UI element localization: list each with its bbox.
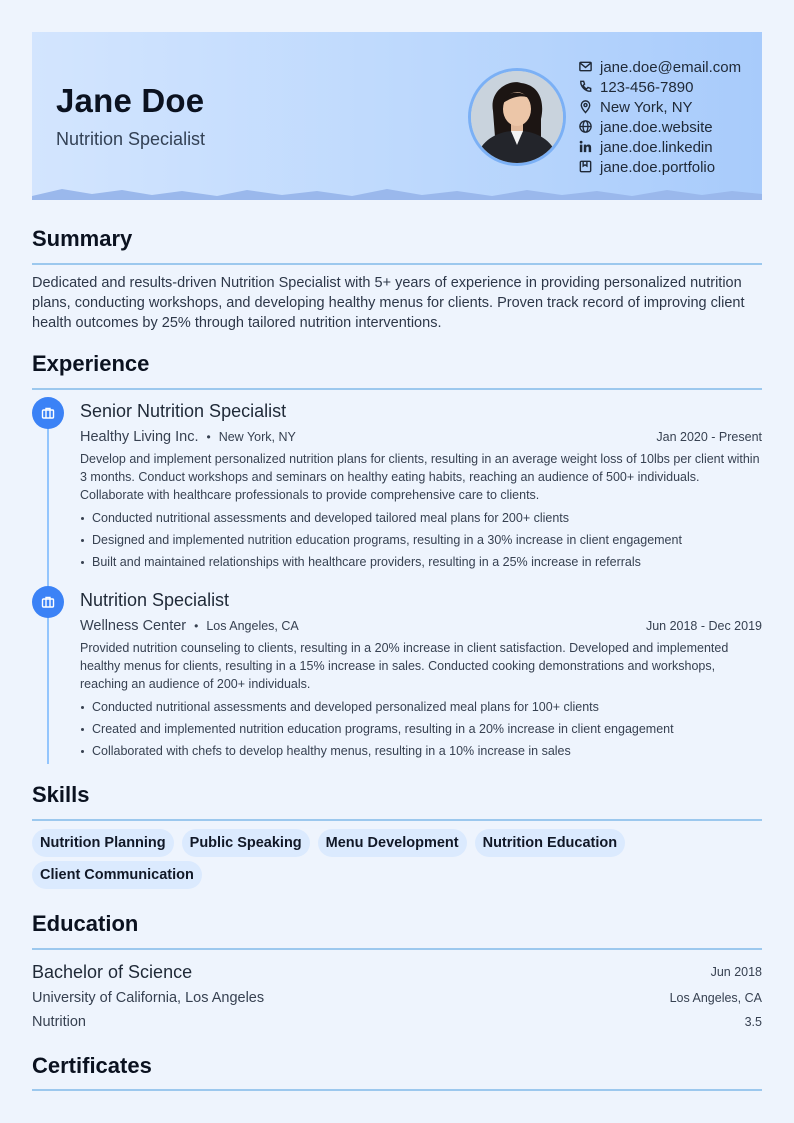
certificates-heading: Certificates <box>32 1053 152 1078</box>
job-dates: Jan 2020 - Present <box>656 430 762 444</box>
meta-separator: • <box>206 430 211 444</box>
contact-email[interactable] <box>578 57 741 77</box>
summary-heading: Summary <box>32 226 133 251</box>
contact-email-text: jane.doe@email.com <box>600 58 742 76</box>
job-bullet: Built and maintained relationships with healthcare providers, resulting in a 25% increase in referrals <box>80 551 762 573</box>
certificates-divider <box>32 1089 762 1091</box>
briefcase-icon <box>41 406 55 420</box>
contact-phone-text: 123-456-7890 <box>600 78 694 96</box>
contact-website-text: jane.doe.website <box>600 118 713 136</box>
education-date: Jun 2018 <box>710 965 762 979</box>
education-divider <box>32 948 762 950</box>
skills-divider <box>32 819 762 821</box>
job-description: Develop and implement personalized nutrition plans for clients, resulting in an average weight loss of 10lbs per client within 3 months. Conduct workshops and seminars on healthy eating habits, reaching an audience of 500+ individuals. Collaborate with healthcare professionals to provide comprehensive care to clients. <box>80 452 760 502</box>
education-school-row <box>32 986 762 1010</box>
contact-location <box>578 97 741 117</box>
experience-entry <box>80 587 762 762</box>
skill-chip: Nutrition Planning <box>32 829 174 857</box>
job-meta <box>80 424 762 450</box>
job-bullet: Conducted nutritional assessments and developed personalized meal plans for 100+ clients <box>80 696 762 718</box>
job-meta <box>80 613 762 639</box>
job-company: Wellness Center <box>80 618 187 634</box>
contact-portfolio-text: jane.doe.portfolio <box>600 158 716 176</box>
skills-list <box>32 829 672 889</box>
summary-text: Dedicated and results-driven Nutrition Specialist with 5+ years of experience in providing personalized nutrition plans, conducting workshops, and developing healthy menus for clients. Proven track record of improving client health outcomes by 25% through tailored nutrition interventions. <box>32 275 745 331</box>
timeline-marker <box>32 397 64 429</box>
job-description: Provided nutrition counseling to clients, resulting in a 20% increase in client satisfaction. Developed and implemented healthy menus for clients, resulting in a 15% increase in sales. Conducted cooking demonstrations and workshops, reaching an audience of 200+ individuals. <box>80 641 729 691</box>
job-location: New York, NY <box>218 430 296 444</box>
contact-linkedin[interactable] <box>578 137 741 157</box>
job-bullet: Created and implemented nutrition education programs, resulting in a 20% increase in client engagement <box>80 718 762 740</box>
profile-photo <box>468 68 566 166</box>
job-company: Healthy Living Inc. <box>80 429 199 445</box>
location-pin-icon <box>578 99 594 115</box>
education-degree-row <box>32 959 762 985</box>
candidate-name: Jane Doe <box>56 82 205 119</box>
job-bullets <box>80 507 762 573</box>
education-gpa: 3.5 <box>744 1015 762 1029</box>
job-title: Senior Nutrition Specialist <box>80 401 287 421</box>
experience-entry <box>80 398 762 573</box>
meta-separator: • <box>194 619 199 633</box>
contact-phone[interactable] <box>578 77 741 97</box>
skill-chip: Client Communication <box>32 861 202 889</box>
education-location: Los Angeles, CA <box>669 991 762 1005</box>
contact-location-text: New York, NY <box>600 98 693 116</box>
education-field-row <box>32 1010 762 1034</box>
job-bullet: Collaborated with chefs to develop healthy menus, resulting in a 10% increase in sales <box>80 740 762 762</box>
timeline-marker <box>32 586 64 618</box>
job-location: Los Angeles, CA <box>206 619 299 633</box>
education-school: University of California, Los Angeles <box>32 990 265 1006</box>
contact-list <box>578 57 741 177</box>
job-bullet: Conducted nutritional assessments and developed tailored meal plans for 200+ clients <box>80 507 762 529</box>
job-bullet: Designed and implemented nutrition education programs, resulting in a 30% increase in client engagement <box>80 529 762 551</box>
skill-chip: Nutrition Education <box>475 829 626 857</box>
skills-heading: Skills <box>32 782 90 807</box>
globe-icon <box>578 119 594 135</box>
mail-icon <box>578 59 594 75</box>
education-field: Nutrition <box>32 1014 86 1030</box>
education-degree: Bachelor of Science <box>32 961 193 982</box>
skill-chip: Public Speaking <box>182 829 310 857</box>
resume-header <box>32 32 762 200</box>
phone-icon <box>578 79 594 95</box>
contact-website[interactable] <box>578 117 741 137</box>
job-title: Nutrition Specialist <box>80 590 230 610</box>
job-bullets <box>80 696 762 762</box>
skill-chip: Menu Development <box>318 829 467 857</box>
header-wave-decoration <box>32 186 762 200</box>
candidate-title: Nutrition Specialist <box>56 129 206 149</box>
job-dates: Jun 2018 - Dec 2019 <box>645 619 762 633</box>
contact-portfolio[interactable] <box>578 157 741 177</box>
contact-linkedin-text: jane.doe.linkedin <box>600 138 713 156</box>
summary-divider <box>32 263 762 265</box>
briefcase-icon <box>41 595 55 609</box>
linkedin-icon <box>578 139 594 155</box>
experience-heading: Experience <box>32 351 150 376</box>
portfolio-icon <box>578 159 594 175</box>
education-heading: Education <box>32 911 139 936</box>
experience-divider <box>32 388 762 390</box>
